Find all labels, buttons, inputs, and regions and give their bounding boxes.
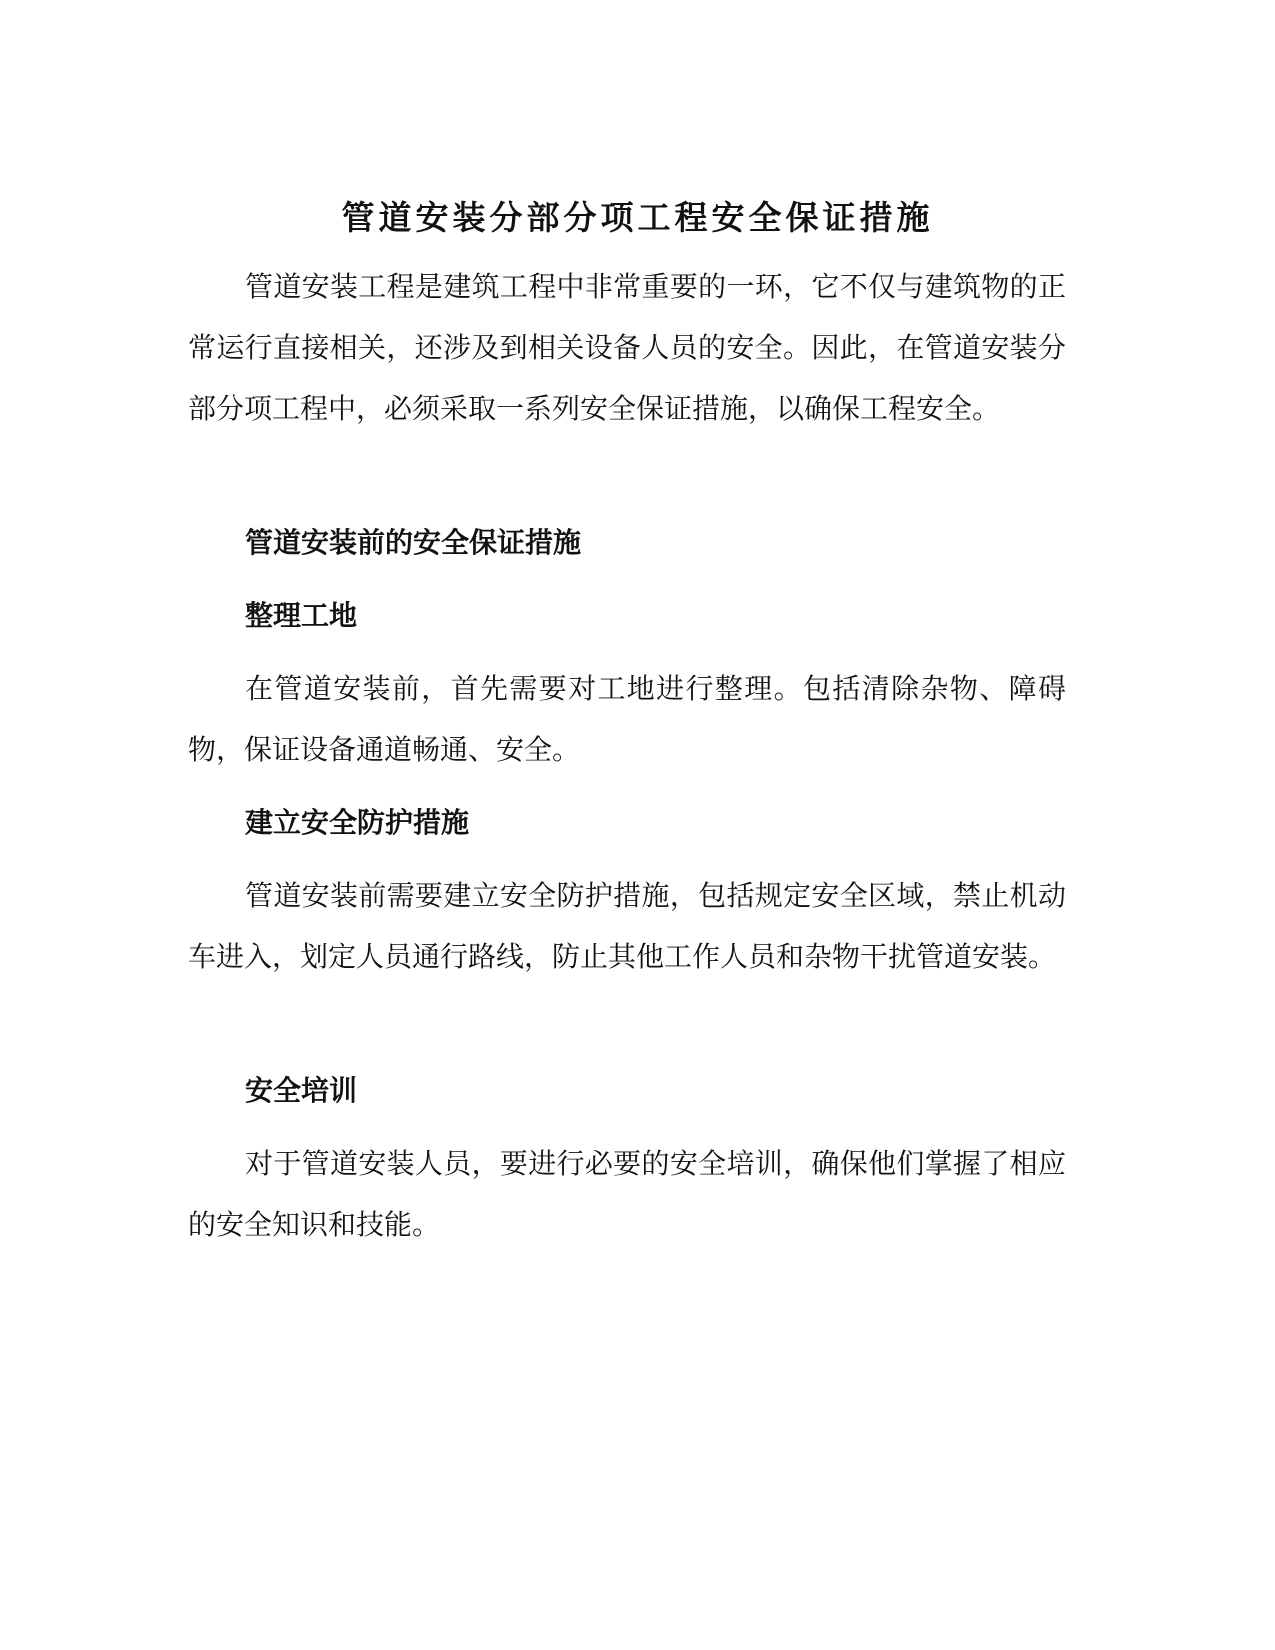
paragraph-safety-protection: 管道安装前需要建立安全防护措施，包括规定安全区域，禁止机动车进入，划定人员通行路线，防止其他工作人员和杂物干扰管道安装。: [188, 879, 1066, 973]
intro-paragraph: 管道安装工程是建筑工程中非常重要的一环，它不仅与建筑物的正常运行直接相关，还涉及到相关设备人员的安全。因此，在管道安装分部分项工程中，必须采取一系列安全保证措施，以确保工程安全。: [188, 270, 1066, 425]
paragraph-safety-training: 对于管道安装人员，要进行必要的安全培训，确保他们掌握了相应的安全知识和技能。: [188, 1147, 1066, 1241]
document-title: 管道安装分部分项工程安全保证措施: [341, 198, 934, 237]
paragraph-site-cleanup: 在管道安装前，首先需要对工地进行整理。包括清除杂物、障碍物，保证设备通道畅通、安全。: [188, 672, 1066, 766]
section-heading-before-install: 管道安装前的安全保证措施: [245, 526, 582, 559]
subheading-safety-training: 安全培训: [245, 1074, 358, 1107]
subheading-safety-protection: 建立安全防护措施: [245, 806, 470, 839]
subheading-site-cleanup: 整理工地: [245, 599, 358, 632]
